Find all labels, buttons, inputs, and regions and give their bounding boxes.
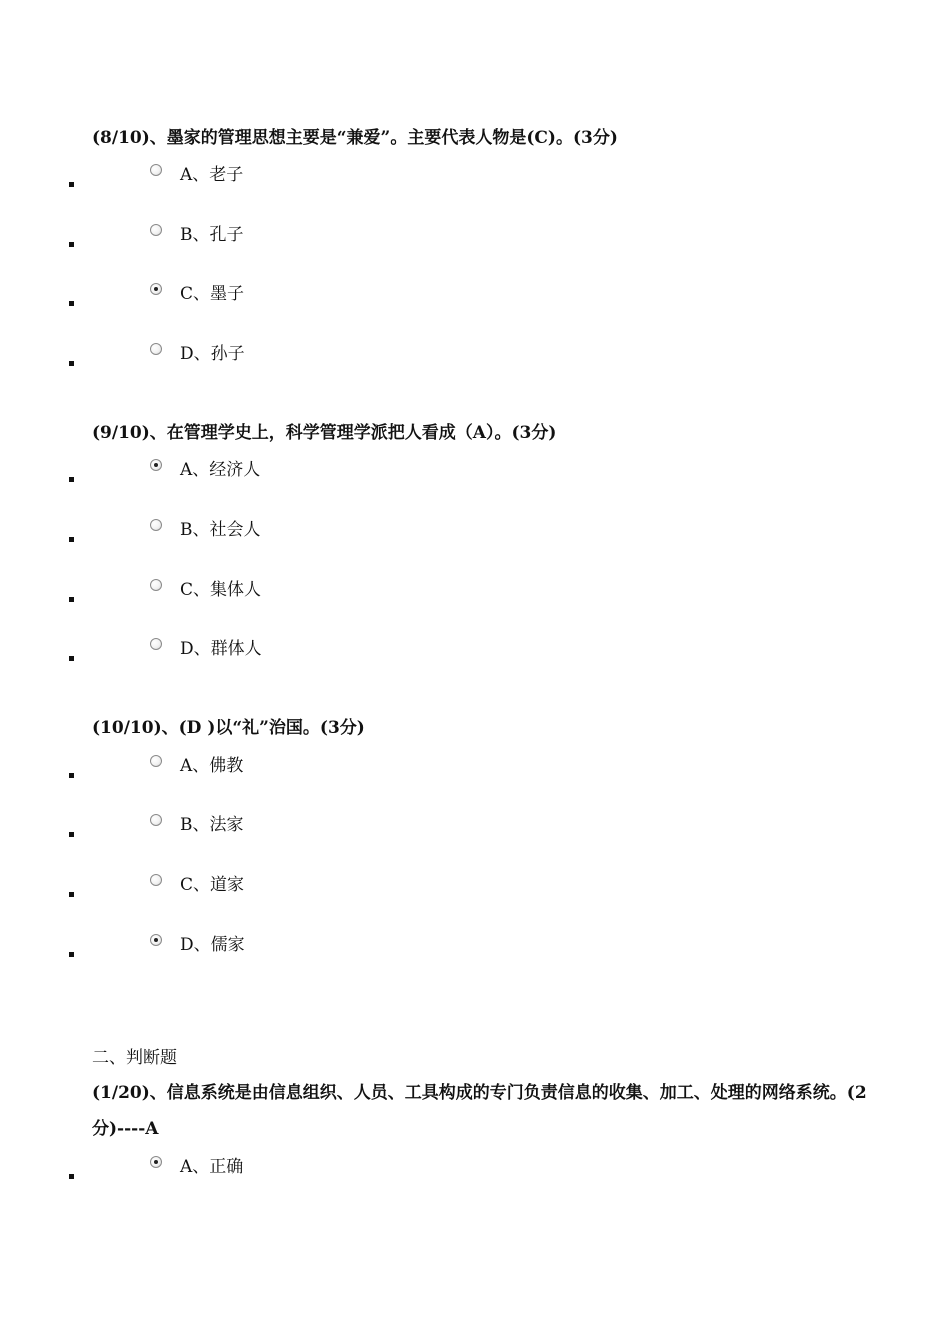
option-row[interactable] bbox=[0, 934, 950, 964]
radio-button-selected[interactable] bbox=[150, 459, 162, 471]
option-label: B、孔子 bbox=[180, 225, 244, 245]
option-label: B、法家 bbox=[180, 815, 244, 835]
bullet-marker bbox=[69, 182, 74, 187]
radio-button-selected[interactable] bbox=[150, 283, 162, 295]
option-row[interactable] bbox=[0, 224, 950, 254]
option-row[interactable] bbox=[0, 519, 950, 549]
option-label: A、老子 bbox=[180, 165, 244, 185]
option-label: D、儒家 bbox=[180, 935, 245, 955]
option-label: C、墨子 bbox=[180, 284, 245, 304]
radio-button-selected[interactable] bbox=[150, 934, 162, 946]
bullet-marker bbox=[69, 361, 74, 366]
option-row[interactable] bbox=[0, 1156, 950, 1186]
option-label: B、社会人 bbox=[180, 520, 261, 540]
bullet-marker bbox=[69, 832, 74, 837]
question-title: (1/20)、信息系统是由信息组织、人员、工具构成的专门负责信息的收集、加工、处理的网络系统。(2分)----A bbox=[92, 1083, 867, 1139]
bullet-marker bbox=[69, 537, 74, 542]
option-row[interactable] bbox=[0, 164, 950, 194]
option-label: A、佛教 bbox=[180, 756, 244, 776]
option-row[interactable] bbox=[0, 283, 950, 313]
option-label: A、经济人 bbox=[180, 460, 261, 480]
radio-button[interactable] bbox=[150, 814, 162, 826]
bullet-marker bbox=[69, 892, 74, 897]
radio-button[interactable] bbox=[150, 874, 162, 886]
option-row[interactable] bbox=[0, 874, 950, 904]
option-row[interactable] bbox=[0, 638, 950, 668]
bullet-marker bbox=[69, 656, 74, 661]
bullet-marker bbox=[69, 1174, 74, 1179]
bullet-marker bbox=[69, 477, 74, 482]
radio-button[interactable] bbox=[150, 638, 162, 650]
option-label: C、道家 bbox=[180, 875, 245, 895]
radio-button[interactable] bbox=[150, 164, 162, 176]
radio-button[interactable] bbox=[150, 519, 162, 531]
option-row[interactable] bbox=[0, 579, 950, 609]
radio-button[interactable] bbox=[150, 343, 162, 355]
option-label: D、群体人 bbox=[180, 639, 262, 659]
option-row[interactable] bbox=[0, 343, 950, 373]
section-heading: 二、判断题 bbox=[92, 1048, 177, 1068]
question-title: (8/10)、墨家的管理思想主要是“兼爱”。主要代表人物是(C)。(3分) bbox=[92, 128, 618, 148]
bullet-marker bbox=[69, 597, 74, 602]
option-row[interactable] bbox=[0, 459, 950, 489]
radio-button[interactable] bbox=[150, 579, 162, 591]
option-row[interactable] bbox=[0, 814, 950, 844]
radio-button-selected[interactable] bbox=[150, 1156, 162, 1168]
option-row[interactable] bbox=[0, 755, 950, 785]
bullet-marker bbox=[69, 242, 74, 247]
radio-button[interactable] bbox=[150, 224, 162, 236]
radio-button[interactable] bbox=[150, 755, 162, 767]
bullet-marker bbox=[69, 301, 74, 306]
option-label: A、正确 bbox=[180, 1157, 244, 1177]
option-label: D、孙子 bbox=[180, 344, 245, 364]
option-label: C、集体人 bbox=[180, 580, 262, 600]
bullet-marker bbox=[69, 773, 74, 778]
question-title: (10/10)、(D )以“礼”治国。(3分) bbox=[92, 718, 365, 738]
bullet-marker bbox=[69, 952, 74, 957]
question-title: (9/10)、在管理学史上，科学管理学派把人看成（A）。(3分) bbox=[92, 423, 557, 443]
